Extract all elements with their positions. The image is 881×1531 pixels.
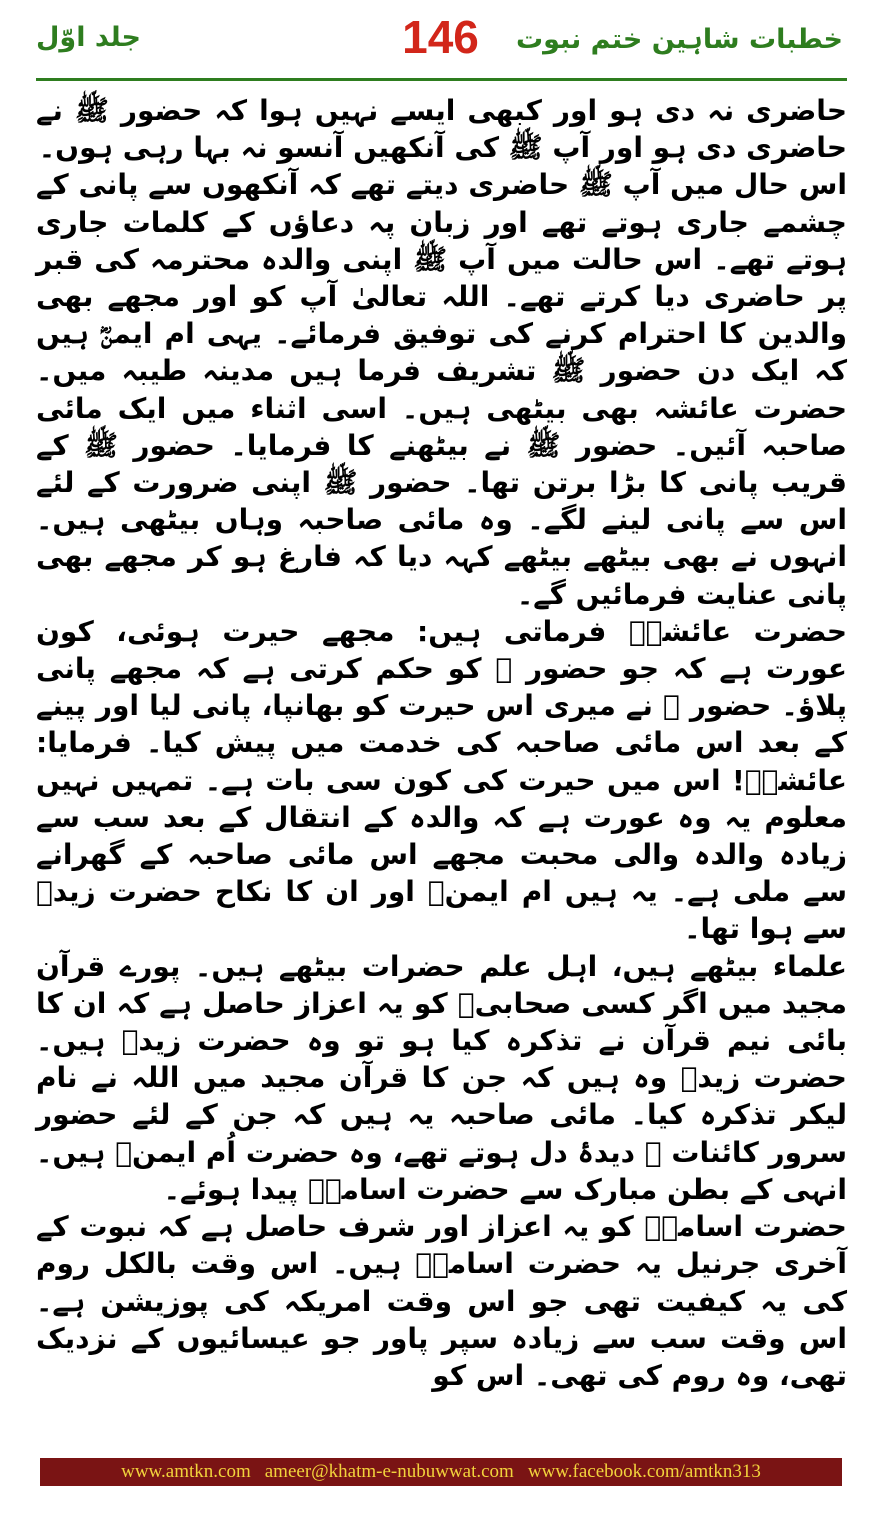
book-title: خطبات شاہین ختم نبوت [516,24,843,55]
header-divider [36,78,847,81]
footer-bar [40,1458,842,1486]
page-header [0,0,881,84]
paragraph-5: حضرت اسامہؓ کو یہ اعزاز اور شرف حاصل ہے کہ نبوت کے آخری جرنیل یہ حضرت اسامہؓ ہیں۔ اس وقت بالکل روم کی یہ کیفیت تھی جو اس وقت امریکہ کی پوزیشن ہے۔ اس وقت سب سے زیادہ سپر پاور جو عیسائیوں کے نزدیک تھی، وہ روم کی تھی۔ اس کو [36,1210,847,1392]
paragraph-1: حاضری نہ دی ہو اور کبھی ایسے نہیں ہوا کہ حضور ﷺ نے حاضری دی ہو اور آپ ﷺ کی آنکھیں آنسو نہ بہا رہی ہوں۔ [36,94,847,165]
volume-label: جلد اوّل [36,22,141,53]
paragraph-3: حضرت عائشہؓ فرماتی ہیں: مجھے حیرت ہوئی، کون عورت ہے کہ جو حضور ﷺ کو حکم کرتی ہے کہ مجھے پانی پلاؤ۔ حضور ﷺ نے میری اس حیرت کو بھانپا، پانی لیا اور پینے کے بعد اس مائی صاحبہ کی خدمت میں پیش کیا۔ فرمایا: عائشہؓ! اس میں حیرت کی کون سی بات ہے۔ تمہیں نہیں معلوم یہ وہ عورت ہے کہ والدہ کے انتقال کے بعد سب سے زیادہ والدہ والی محبت مجھے اس مائی صاحبہ کے گھرانے سے ملی ہے۔ یہ ہیں ام ایمنؓ اور ان کا نکاح حضرت زیدؓ سے ہوا تھا۔ [36,614,847,946]
paragraph-4: علماء بیٹھے ہیں، اہل علم حضرات بیٹھے ہیں۔ پورے قرآن مجید میں اگر کسی صحابیؓ کو یہ اعزاز حاصل ہے کہ ان کا بائی نیم قرآن نے تذکرہ کیا ہو تو وہ حضرت زیدؓ ہیں۔ حضرت زیدؓ وہ ہیں کہ جن کا قرآن مجید میں اللہ نے نام لیکر تذکرہ کیا۔ مائی صاحبہ یہ ہیں کہ جن کے لئے حضور سرور کائنات ﷺ دیدۂ دل ہوتے تھے، وہ حضرت اُم ایمنؓ ہیں۔ انہی کے بطن مبارک سے حضرت اسامہؓ پیدا ہوئے۔ [36,949,847,1206]
page-number: 146 [402,11,479,63]
page-body [36,92,847,1394]
footer-facebook[interactable]: www.facebook.com/amtkn313 [527,1461,761,1482]
footer-email[interactable]: ameer@khatm-e-nubuwwat.com [264,1461,514,1482]
footer-website[interactable]: www.amtkn.com [121,1461,251,1482]
paragraph-2: اس حال میں آپ ﷺ حاضری دیتے تھے کہ آنکھوں سے پانی کے چشمے جاری ہوتے تھے اور زبان پہ دعاؤں کے کلمات جاری ہوتے تھے۔ اس حالت میں آپ ﷺ اپنی والدہ محترمہ کی قبر پر حاضری دیا کرتے تھے۔ اللہ تعالیٰ آپ کو اور مجھے بھی والدین کا احترام کرنے کی توفیق فرمائے۔ یہی ام ایمنؓ ہیں کہ ایک دن حضور ﷺ تشریف فرما ہیں مدینہ طیبہ میں۔ حضرت عائشہ بھی بیٹھی ہیں۔ اسی اثناء میں ایک مائی صاحبہ آئیں۔ حضور ﷺ نے بیٹھنے کا فرمایا۔ حضور ﷺ کے قریب پانی کا بڑا برتن تھا۔ حضور ﷺ اپنی ضرورت کے لئے اس سے پانی لینے لگے۔ وہ مائی صاحبہ وہاں بیٹھی ہیں۔ انہوں نے بھی بیٹھے بیٹھے کہہ دیا کہ فارغ ہو کر مجھے بھی پانی عنایت فرمائیں گے۔ [36,168,847,611]
